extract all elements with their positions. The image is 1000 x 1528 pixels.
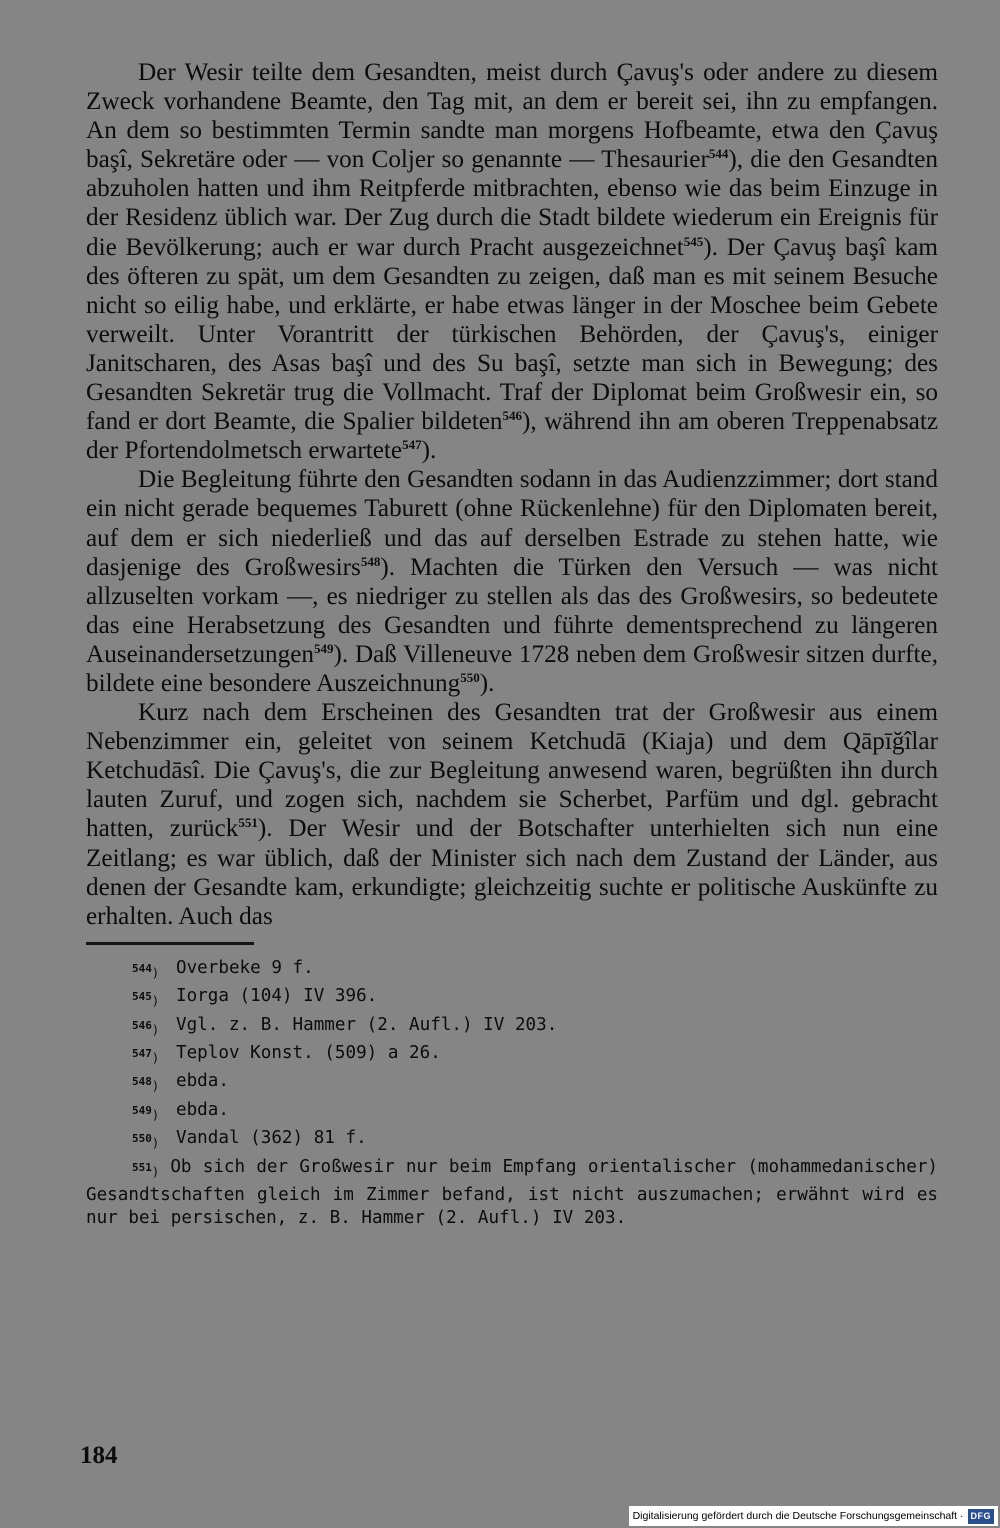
footnote-number-value: 547: [132, 1047, 152, 1061]
paragraph: [86, 58, 938, 465]
text-run: ). Machten die Türken den Versuch — was nicht allzuselten vorkam —, es niedriger zu stellen als das des Großwesirs, so bedeutete das eine Herabsetzung des Gesandten und führte dementsprechend zu längeren Auseinandersetzungen: [86, 553, 938, 668]
text-run: Der Wesir teilte dem Gesandten, meist durch Çavuş's oder andere zu diesem Zweck vorhandene Beamte, den Tag mit, an dem er bereit sei, ihn zu empfangen. An dem so bestimmten Termin sandte man morgens Hofbeamte, etwa den Çavuş başî, Sekretäre oder — von Coljer so genannte — Thesaurier: [86, 59, 938, 174]
digitization-credit: [629, 1506, 998, 1526]
footnote-reference[interactable]: 547: [402, 437, 422, 453]
footnote-number-value: 551: [132, 1160, 152, 1174]
footnote: [86, 1070, 938, 1098]
footnote-number-paren: ): [151, 1136, 160, 1151]
footnote-text: Iorga (104) IV 396.: [176, 986, 378, 1007]
text-run: ), während ihn am oberen Treppenabsatz der Pfortendolmetsch erwartete: [86, 408, 938, 465]
footnote: [86, 957, 938, 985]
paragraph: [86, 698, 938, 931]
footnote-text: Vandal (362) 81 f.: [176, 1128, 367, 1149]
text-run: ). Daß Villeneuve 1728 neben dem Großwesir sitzen durfte, bildete eine besondere Auszeichnung: [86, 640, 938, 697]
footnote-number: [132, 1127, 176, 1155]
footnote-reference[interactable]: 545: [683, 233, 704, 249]
footnote-reference[interactable]: 544: [708, 146, 729, 162]
paragraph: [86, 465, 938, 698]
footnote-reference[interactable]: 548: [360, 553, 381, 569]
text-run: ).: [421, 437, 437, 465]
footnote-number-paren: ): [151, 1107, 160, 1122]
page-body: [86, 58, 938, 1231]
footnote-number-value: 549: [132, 1103, 152, 1117]
dfg-logo-icon: DFG: [968, 1509, 995, 1524]
footnote: [86, 1099, 938, 1127]
footnote: [86, 985, 938, 1013]
text-run: ), die den Gesandten abzuholen hatten und ihm Reitpferde mitbrachten, ebenso wie das beim Einzuge in der Residenz üblich war. Der Zug durch die Stadt bildete wiederum ein Ereignis für die Bevölkerung; auch er war durch Pracht ausgezeichnet: [86, 146, 938, 261]
credit-text: Digitalisierung gefördert durch die Deutsche Forschungsgemeinschaft ·: [632, 1510, 964, 1522]
footnote-reference[interactable]: 550: [460, 669, 480, 685]
footnote-number-paren: ): [151, 994, 160, 1009]
footnote-number: [132, 1014, 176, 1042]
footnote-number: [132, 957, 176, 985]
footnote-number-value: 548: [132, 1075, 152, 1089]
footnote-number-value: 550: [132, 1132, 152, 1146]
footnote-number: [132, 1042, 176, 1070]
footnote-number-value: 545: [132, 990, 152, 1004]
footnote-number: [132, 1099, 176, 1127]
footnote-reference[interactable]: 546: [502, 408, 522, 424]
footnote-text: ebda.: [176, 1071, 229, 1092]
footnote: [86, 1127, 938, 1155]
footnote-separator: [86, 942, 254, 945]
text-run: ).: [479, 669, 495, 697]
footnote-number-value: 544: [132, 961, 152, 975]
text-run: Die Begleitung führte den Gesandten sodann in das Audienzzimmer; dort stand ein nicht gerade bequemes Taburett (ohne Rückenlehne) für den Diplomaten bereit, auf dem er sich niederließ und das auf derselben Estrade zu stehen hatte, wie dasjenige des Großwesirs: [86, 466, 938, 581]
main-text: [86, 58, 938, 931]
footnote-text: Overbeke 9 f.: [176, 957, 314, 978]
footnote-number: [132, 985, 176, 1013]
footnotes: [86, 957, 938, 1231]
footnote: [86, 1014, 938, 1042]
text-run: ). Der Çavuş başî kam des öfteren zu spät, um dem Gesandten zu zeigen, daß man es mit seinem Besuche nicht so eilig habe, und erklärte, er habe etwas länger in der Moschee beim Gebete verweilt. Unter Vorantritt der türkischen Behörden, der Çavuş's, einiger Janitscharen, des Asas başî und des Su başî, setzte man sich in Bewegung; des Gesandten Sekretär trug die Vollmacht. Traf der Diplomat beim Großwesir ein, so fand er dort Beamte, die Spalier bildeten: [86, 233, 938, 436]
footnote-reference[interactable]: 551: [238, 815, 258, 831]
text-run: ). Der Wesir und der Botschafter unterhielten sich nun eine Zeitlang; es war üblich, daß der Minister sich nach dem Zustand der Länder, aus denen der Gesandte kam, erkundigte; gleichzeitig suchte er politische Auskünfte zu erhalten. Auch das: [86, 815, 938, 930]
footnote-number: [132, 1070, 176, 1098]
footnote-number-paren: ): [151, 1051, 160, 1066]
footnote: [86, 1042, 938, 1070]
text-run: Kurz nach dem Erscheinen des Gesandten trat der Großwesir aus einem Nebenzimmer ein, geleitet von seinem Ketchudā (Kiaja) und dem Qāpīğîlar Ketchudāsî. Die Çavuş's, die zur Begleitung anwesend waren, begrüßten ihn durch lauten Zuruf, und zogen sich, nachdem sie Scherbet, Parfüm und dgl. gebracht hatten, zurück: [86, 699, 938, 843]
footnote-text: Vgl. z. B. Hammer (2. Aufl.) IV 203.: [176, 1014, 558, 1035]
footnote-number-paren: ): [151, 1022, 160, 1037]
footnote-text: Teplov Konst. (509) a 26.: [176, 1043, 441, 1064]
footnote-number-paren: ): [151, 1164, 160, 1179]
footnote-number-value: 546: [132, 1018, 152, 1032]
footnote-number: [132, 1156, 159, 1184]
footnote-reference[interactable]: 549: [314, 640, 334, 656]
footnote-text: Ob sich der Großwesir nur beim Empfang orientalischer (mohammedanischer) Gesandtschaften gleich im Zimmer befand, ist nicht auszumachen; erwähnt wird es nur bei persischen, z. B. Hammer (2. Aufl.) IV 203.: [86, 1156, 939, 1229]
page-number: 184: [80, 1442, 118, 1469]
footnote-number-paren: ): [151, 965, 160, 980]
footnote: [86, 1156, 938, 1231]
footnote-number-paren: ): [151, 1079, 160, 1094]
footnote-text: ebda.: [176, 1099, 229, 1120]
